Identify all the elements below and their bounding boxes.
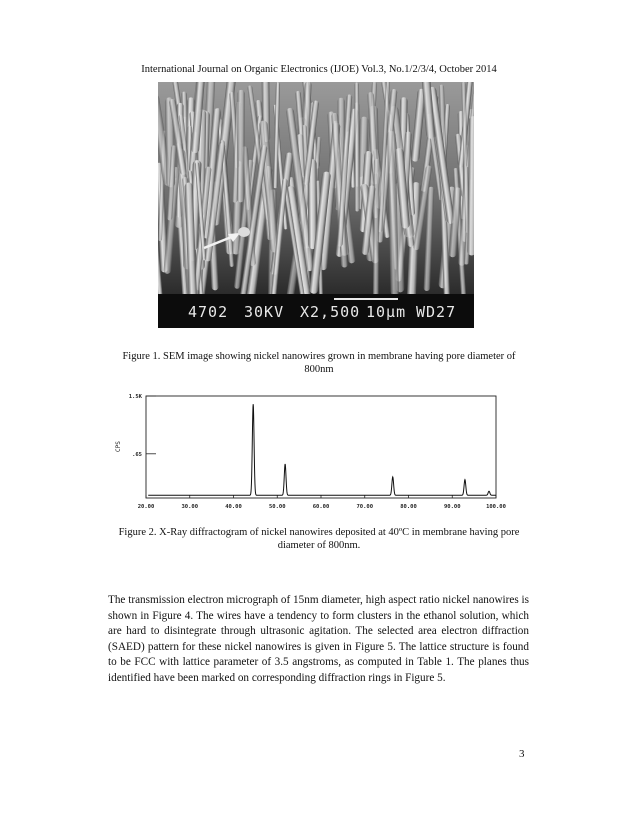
nanowire [237,90,245,202]
sem-voltage: 30KV [244,303,285,321]
plot-frame [146,396,496,498]
x-tick-label: 40.00 [225,504,242,510]
figure2-caption-line2: diameter of 800nm. [277,540,361,551]
xrd-plot [112,386,510,512]
sem-databar [158,294,474,328]
x-tick-label: 70.00 [356,504,374,510]
diffraction-trace [148,404,496,495]
y-tick-label: 1.5K [128,394,142,400]
body-paragraph: The transmission electron micrograph of 15nm diameter, high aspect ratio nickel nanowires is shown in Figure 4. The wires have a tendency to form clusters in the ethanol solution, which are hard to disintegrate through ultrasonic agitation. The selected area electron diffraction (SAED) pattern for these nickel nanowires is given in Figure 5. The lattice structure is found to be FCC with lattice parameter of 3.5 angstroms, as computed in Table 1. The planes thus identified have been marked on corresponding diffraction rings in Figure 5. [108,594,529,684]
x-tick-label: 30.00 [181,504,199,510]
figure2-caption [118,526,520,552]
x-tick-label: 80.00 [400,504,417,510]
y-axis-label: CPS [115,441,122,452]
x-tick-label: 90.00 [443,504,461,510]
x-tick-label: 100.00 [486,504,506,510]
xrd-chart [112,386,510,512]
figure2-caption-line1: Figure 2. X-Ray diffractogram of nickel nanowires deposited at 40ºC in membrane having pore [118,527,520,538]
sem-sample-id: 4702 [188,303,229,321]
scale-bar [334,298,398,300]
sem-image [158,82,474,328]
x-tick-label: 60.00 [312,504,330,510]
figure1-caption [118,350,520,376]
sem-working-distance: WD27 [416,303,457,321]
sem-magnification: X2,500 [300,303,361,321]
nanowire-micrograph [158,82,474,328]
figure1-caption-line1: Figure 1. SEM image showing nickel nanowires grown in membrane having pore diameter of [122,351,516,362]
x-tick-label: 20.00 [137,504,155,510]
figure1-caption-line2: 800nm [304,364,334,375]
nanowire [354,102,359,211]
y-tick-label: .65 [132,451,142,458]
sem-scale-label: 10µm [366,303,407,321]
x-tick-label: 50.00 [268,504,286,510]
page-number: 3 [519,748,525,760]
running-header: International Journal on Organic Electronics (IJOE) Vol.3, No.1/2/3/4, October 2014 [141,64,497,75]
